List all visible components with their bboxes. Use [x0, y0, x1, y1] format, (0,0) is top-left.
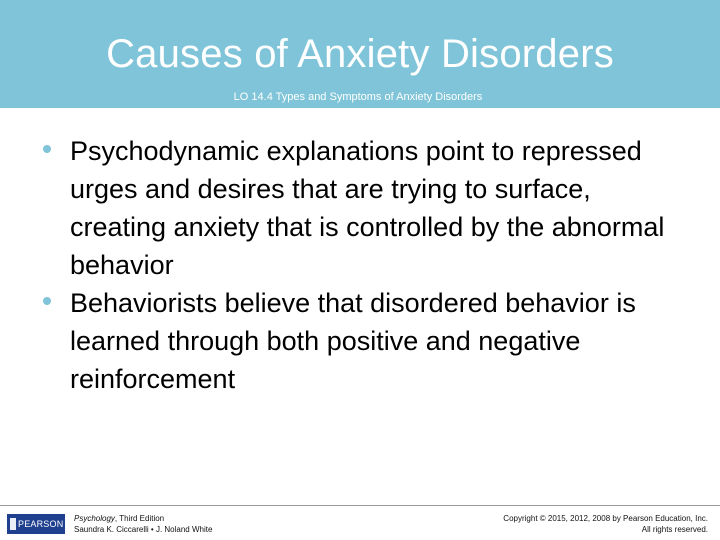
book-authors: Saundra K. Ciccarelli • J. Noland White — [74, 525, 213, 534]
pearson-logo-mark-icon — [10, 518, 16, 530]
slide-footer — [0, 505, 720, 540]
slide-title: Causes of Anxiety Disorders — [106, 32, 614, 76]
book-citation — [74, 513, 212, 535]
footer-divider — [0, 505, 720, 506]
book-edition: , Third Edition — [114, 514, 165, 523]
bullet-item — [43, 132, 683, 284]
slide-content — [43, 132, 683, 398]
bullet-marker-icon — [43, 297, 51, 305]
book-title: Psychology — [74, 514, 115, 523]
bullet-text: Behaviorists believe that disordered behavior is learned through both positive and negative reinforcement — [70, 288, 636, 394]
pearson-logo — [7, 514, 65, 534]
bullet-text: Psychodynamic explanations point to repressed urges and desires that are trying to surface, creating anxiety that is controlled by the abnormal behavior — [70, 136, 665, 280]
copyright-notice — [503, 513, 708, 535]
copyright-line: Copyright © 2015, 2012, 2008 by Pearson Education, Inc. — [503, 514, 708, 523]
slide-header-band — [0, 0, 720, 108]
learning-objective-subtitle: LO 14.4 Types and Symptoms of Anxiety Disorders — [233, 91, 483, 103]
pearson-logo-text: PEARSON — [18, 519, 64, 529]
bullet-item — [43, 284, 683, 398]
rights-line: All rights reserved. — [641, 525, 708, 534]
book-title-line — [74, 513, 212, 524]
bullet-marker-icon — [43, 145, 51, 153]
